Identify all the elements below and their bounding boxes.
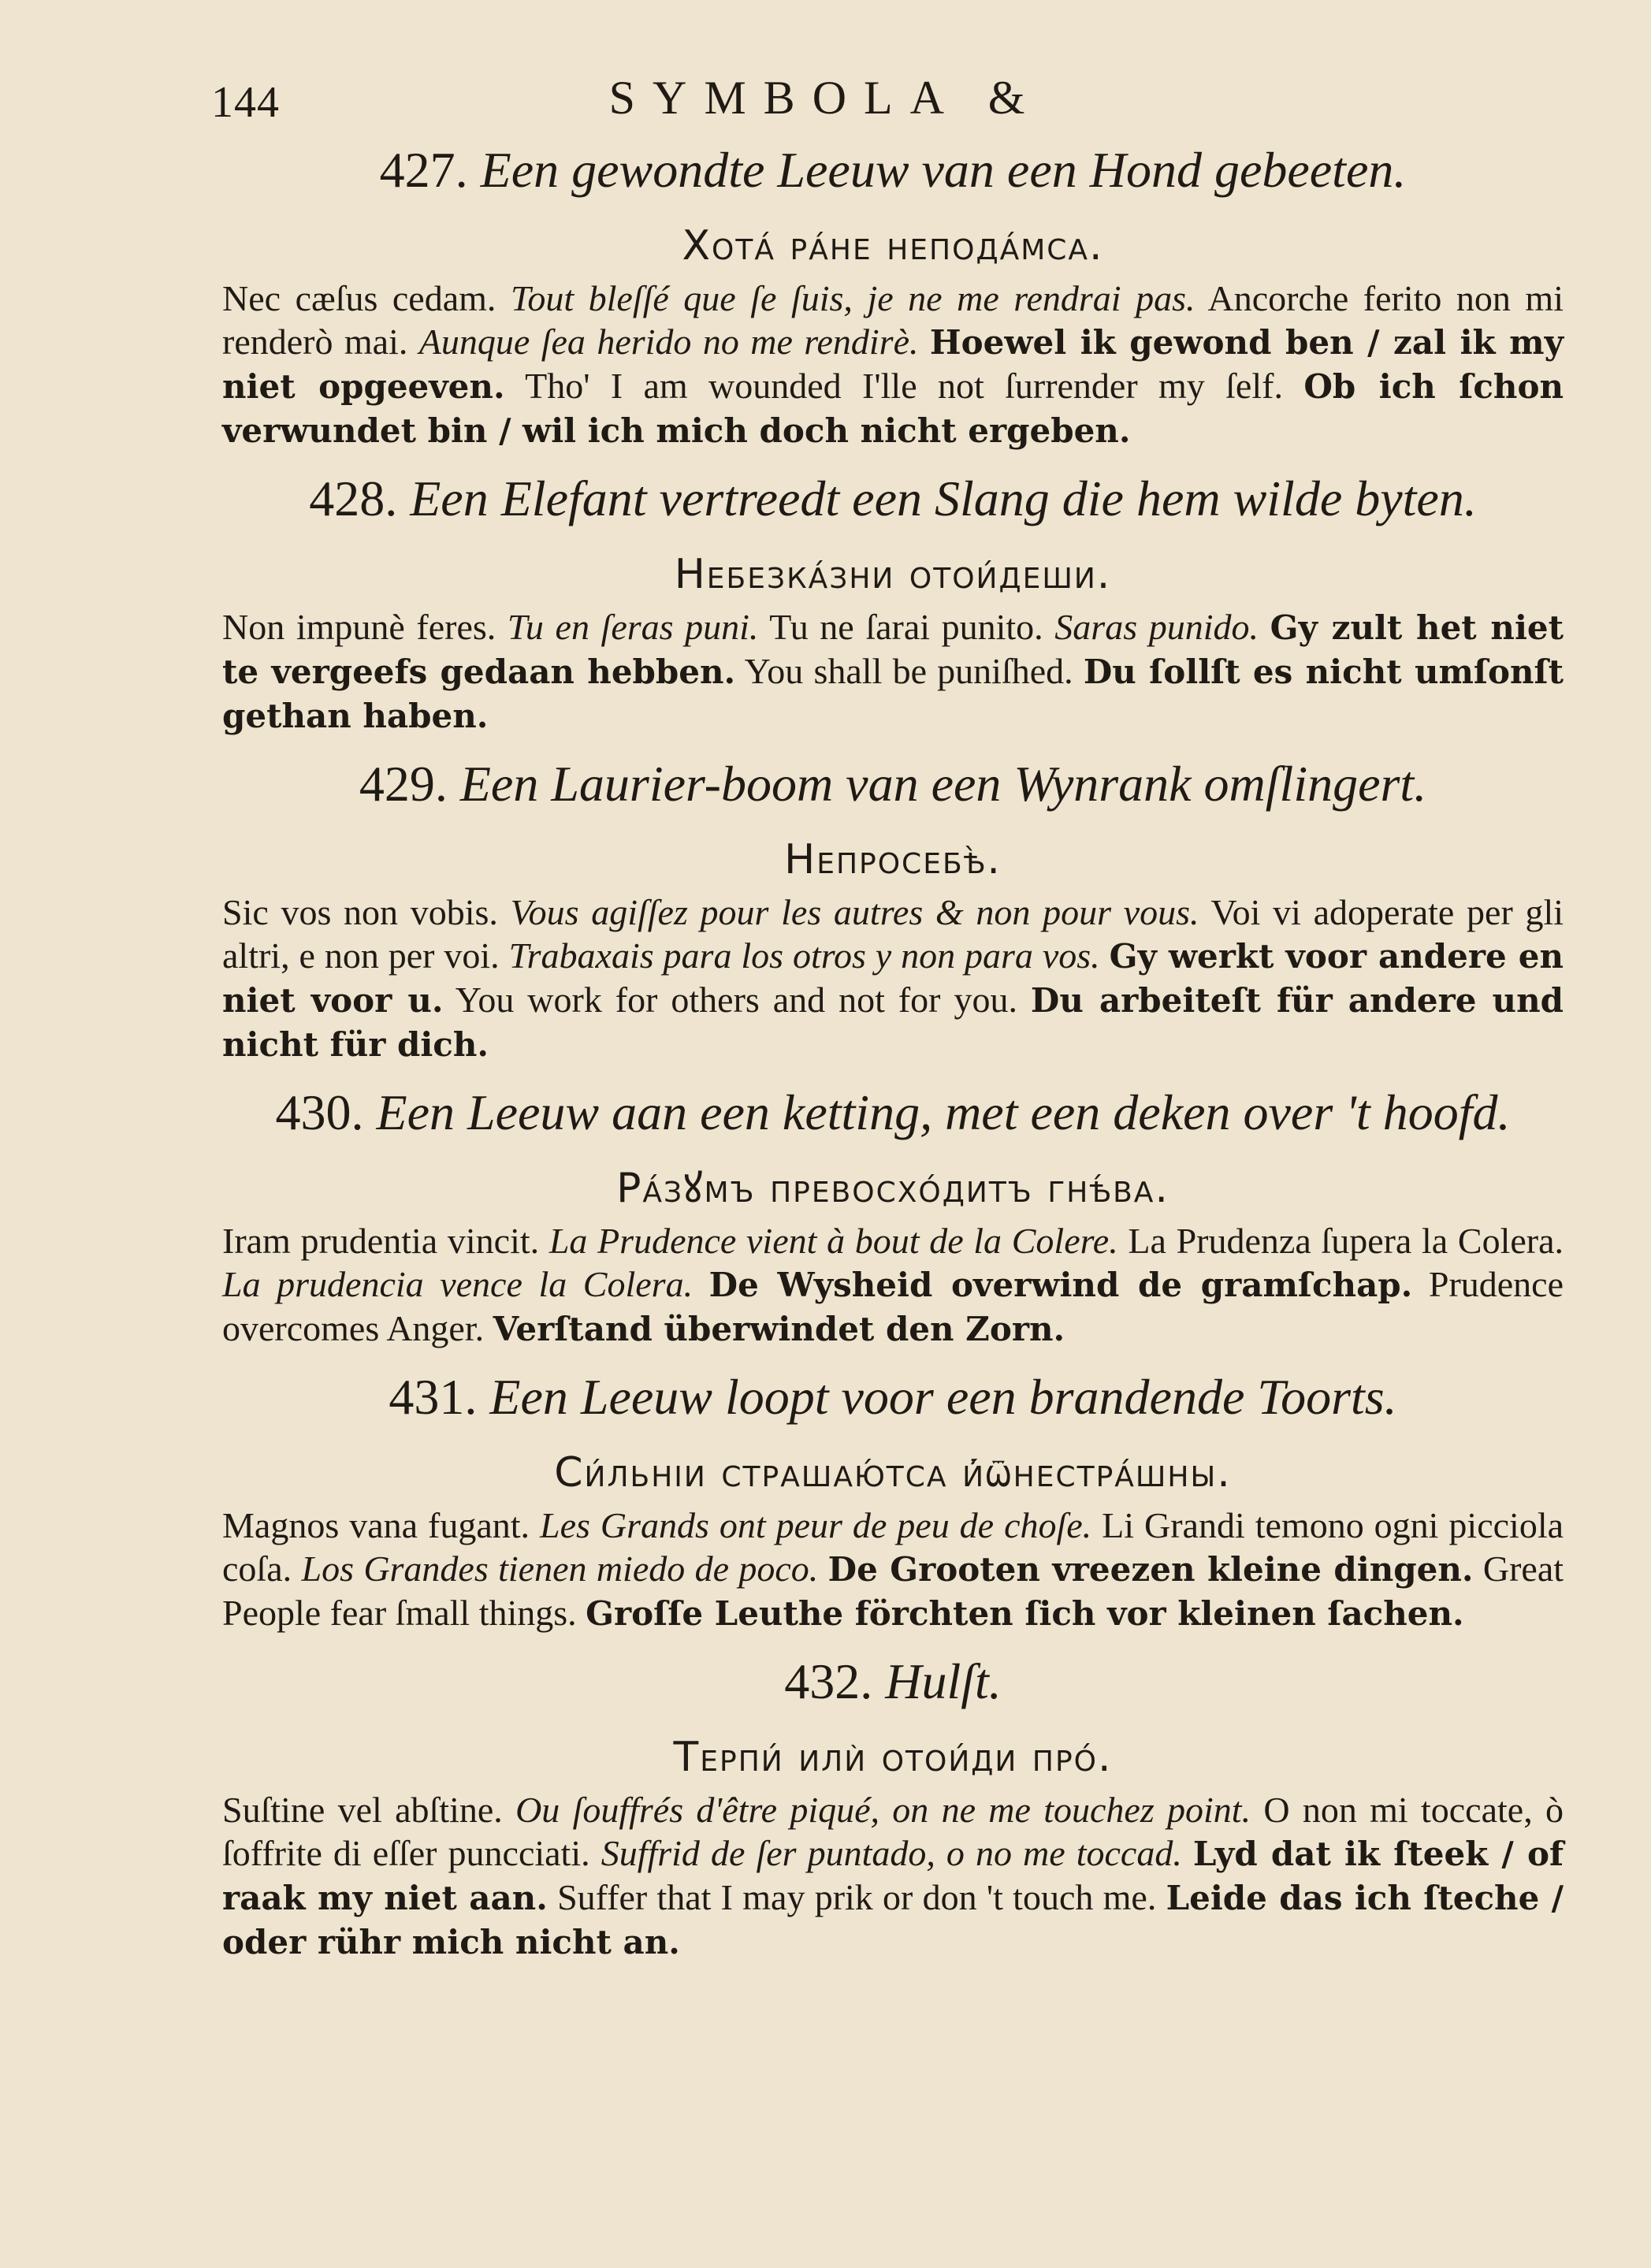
german-motto: Leide das ich ſteche / oder rühr mich nicht an. bbox=[222, 1879, 1564, 1961]
english-motto: You work for others and not for you. bbox=[455, 980, 1017, 1020]
slavonic-motto: Ра́зꙋмъ превосхо́дитъ гнѣ́ва. bbox=[616, 1165, 1169, 1212]
french-motto: Tu en ſeras puni. bbox=[507, 607, 759, 647]
entry-heading bbox=[222, 752, 1564, 816]
latin-motto: Nec cæſus cedam. bbox=[222, 278, 496, 318]
spanish-motto: Suffrid de ſer puntado, o no me toccad. bbox=[601, 1833, 1182, 1873]
english-motto: Great People fear ſmall things. bbox=[222, 1549, 1564, 1633]
entry-title: Een Laurier-boom van een Wynrank omſlingert. bbox=[459, 756, 1427, 812]
german-motto: Groſſe Leuthe förchten ſich vor kleinen ſachen. bbox=[586, 1594, 1464, 1633]
entry-number: 428. bbox=[309, 470, 398, 526]
italian-motto: O non mi toccate, ò ſoffrite di eſſer puncciati. bbox=[222, 1790, 1564, 1873]
entry-heading bbox=[222, 1080, 1564, 1145]
dutch-motto: Hoewel ik gewond ben / zal ik my niet opgeeven. bbox=[222, 323, 1564, 406]
entry-number: 427. bbox=[379, 142, 468, 198]
italian-motto: Li Grandi temono ogni picciola coſa. bbox=[222, 1505, 1564, 1589]
motto-translations bbox=[222, 277, 1564, 452]
page-number: 144 bbox=[211, 78, 280, 127]
entry-title: Een Elefant vertreedt een Slang die hem wilde byten. bbox=[410, 470, 1477, 526]
motto-translations bbox=[222, 1788, 1564, 1964]
dutch-motto: De Grooten vreezen kleine dingen. bbox=[827, 1550, 1474, 1589]
slavonic-motto: Хота́ ра́не непода́мса. bbox=[682, 222, 1104, 270]
spanish-motto: Saras punido. bbox=[1054, 607, 1259, 647]
entry-heading bbox=[222, 467, 1564, 531]
emblem-entry bbox=[222, 752, 1564, 1066]
french-motto: Ou ſouffrés d'être piqué, on ne me touchez point. bbox=[515, 1790, 1251, 1830]
italian-motto: La Prudenza ſupera la Colera. bbox=[1128, 1221, 1564, 1261]
italian-motto: Voi vi adoperate per gli altri, e non per voi. bbox=[222, 892, 1564, 976]
entry-number: 429. bbox=[359, 756, 448, 812]
entry-title: Een Leeuw aan een ketting, met een deken over 't hoofd. bbox=[376, 1084, 1511, 1140]
emblem-entry bbox=[222, 138, 1564, 452]
entry-heading bbox=[222, 1365, 1564, 1430]
slavonic-motto: Си́льніи страшаю́тса и҆́ѿнестра́шны. bbox=[554, 1449, 1232, 1497]
motto-translations bbox=[222, 890, 1564, 1066]
entry-title: Hulſt. bbox=[885, 1653, 1002, 1709]
emblem-entry bbox=[222, 467, 1564, 738]
motto-translations bbox=[222, 1504, 1564, 1635]
entry-title: Een gewondte Leeuw van een Hond gebeeten. bbox=[480, 142, 1407, 198]
running-head: SYMBOLA & bbox=[608, 72, 1043, 124]
spanish-motto: Los Grandes tienen miedo de poco. bbox=[301, 1549, 819, 1589]
french-motto: Les Grands ont peur de peu de choſe. bbox=[540, 1505, 1092, 1545]
entry-number: 431. bbox=[389, 1369, 478, 1425]
french-motto: Tout bleſſé que ſe ſuis, je ne me rendrai pas. bbox=[510, 278, 1195, 318]
dutch-motto: Gy zult het niet te vergeefs gedaan hebben. bbox=[222, 608, 1564, 691]
french-motto: La Prudence vient à bout de la Colere. bbox=[548, 1221, 1118, 1261]
emblem-entry bbox=[222, 1649, 1564, 1964]
german-motto: Du arbeiteſt für andere und nicht für dich. bbox=[222, 981, 1564, 1064]
latin-motto: Magnos vana fugant. bbox=[222, 1505, 530, 1545]
entry-title: Een Leeuw loopt voor een brandende Toorts. bbox=[489, 1369, 1397, 1425]
spanish-motto: La prudencia vence la Colera. bbox=[222, 1264, 693, 1304]
latin-motto: Iram prudentia vincit. bbox=[222, 1221, 540, 1261]
spanish-motto: Trabaxais para los otros y non para vos. bbox=[508, 935, 1100, 976]
entry-number: 430. bbox=[275, 1084, 364, 1140]
dutch-motto: Lyd dat ik ſteek / of raak my niet aan. bbox=[222, 1835, 1564, 1917]
slavonic-motto: Терпи́ илѝ отои́ди про́. bbox=[673, 1734, 1113, 1781]
motto-translations bbox=[222, 605, 1564, 738]
german-motto: Verſtand überwindet den Zorn. bbox=[493, 1310, 1065, 1348]
entry-heading bbox=[222, 138, 1564, 203]
german-motto: Du ſollſt es nicht umſonſt gethan haben. bbox=[222, 653, 1564, 735]
french-motto: Vous agiſſez pour les autres & non pour vous. bbox=[510, 892, 1199, 932]
dutch-motto: De Wysheid overwind de gramſchap. bbox=[708, 1266, 1413, 1304]
english-motto: Suffer that I may prik or don 't touch me. bbox=[557, 1877, 1157, 1917]
entries-container bbox=[222, 138, 1564, 1978]
slavonic-motto: Небезка́зни отои́деши. bbox=[674, 551, 1112, 598]
german-motto: Ob ich ſchon verwundet bin / wil ich mich doch nicht ergeben. bbox=[222, 367, 1564, 450]
latin-motto: Suſtine vel abſtine. bbox=[222, 1790, 503, 1830]
entry-number: 432. bbox=[784, 1653, 873, 1709]
emblem-entry bbox=[222, 1080, 1564, 1351]
emblem-entry bbox=[222, 1365, 1564, 1635]
english-motto: Tho' I am wounded I'lle not ſurrender my ſelf. bbox=[525, 366, 1283, 406]
latin-motto: Non impunè feres. bbox=[222, 607, 496, 647]
dutch-motto: Gy werkt voor andere en niet voor u. bbox=[222, 937, 1564, 1020]
motto-translations bbox=[222, 1219, 1564, 1351]
entry-heading bbox=[222, 1649, 1564, 1714]
latin-motto: Sic vos non vobis. bbox=[222, 892, 498, 932]
italian-motto: Ancorche ferito non mi renderò mai. bbox=[222, 278, 1564, 362]
slavonic-motto: Непросебѣ̀. bbox=[784, 836, 1002, 883]
english-motto: You shall be puniſhed. bbox=[744, 651, 1073, 691]
italian-motto: Tu ne ſarai punito. bbox=[769, 607, 1043, 647]
english-motto: Prudence overcomes Anger. bbox=[222, 1264, 1564, 1348]
spanish-motto: Aunque ſea herido no me rendirè. bbox=[418, 322, 919, 362]
